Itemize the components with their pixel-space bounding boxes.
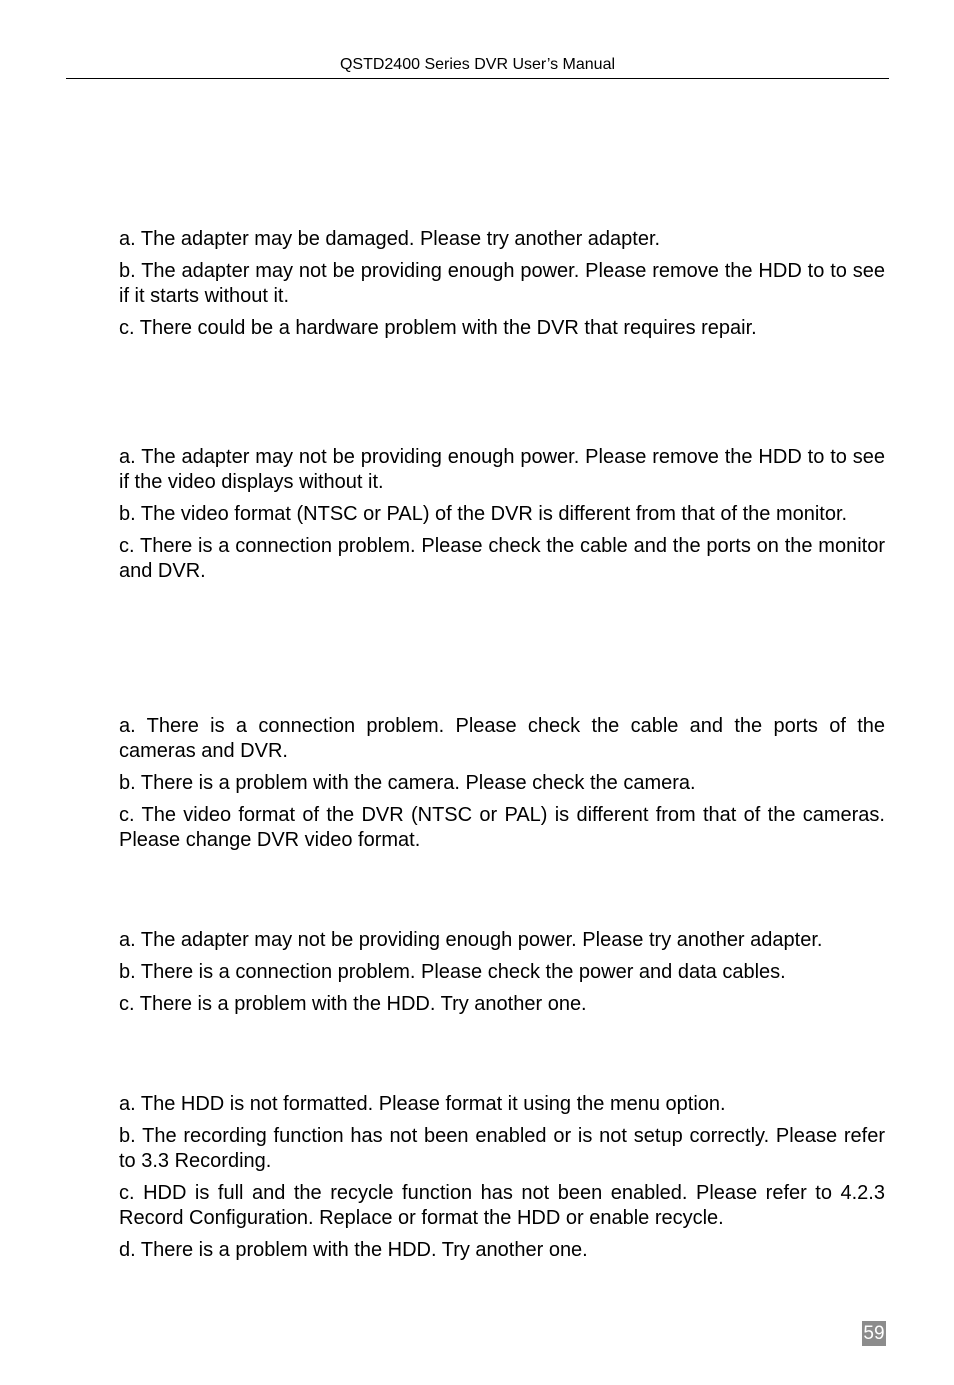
answer-item: d. There is a problem with the HDD. Try another one.	[119, 1239, 588, 1261]
answer-item: a. The adapter may not be providing enough power. Please try another adapter.	[119, 929, 823, 951]
troubleshoot-group-3	[119, 714, 885, 853]
answer-item: a. The adapter may not be providing enough power. Please remove the HDD to to see if the video displays without it.	[119, 446, 885, 493]
answer-item: b. The video format (NTSC or PAL) of the DVR is different from that of the monitor.	[119, 503, 848, 525]
answer-item: b. The recording function has not been enabled or is not setup correctly. Please refer to 3.3 Recording.	[119, 1125, 885, 1172]
troubleshoot-group-2	[119, 445, 885, 584]
answer-item: b. There is a problem with the camera. Please check the camera.	[119, 772, 696, 794]
answer-item: a. There is a connection problem. Please check the cable and the ports of the cameras and DVR.	[119, 715, 885, 762]
answer-item: c. There is a connection problem. Please check the cable and the ports on the monitor and DVR.	[119, 535, 885, 582]
answer-item: c. HDD is full and the recycle function has not been enabled. Please refer to 4.2.3 Record Configuration. Replace or format the HDD or enable recycle.	[119, 1182, 885, 1229]
answer-item: a. The HDD is not formatted. Please format it using the menu option.	[119, 1093, 726, 1115]
page-number: 59	[863, 1323, 885, 1344]
page-header	[66, 54, 889, 79]
troubleshoot-group-5	[119, 1092, 885, 1263]
answer-item: c. There could be a hardware problem with the DVR that requires repair.	[119, 317, 757, 339]
answer-item: b. The adapter may not be providing enough power. Please remove the HDD to to see if it starts without it.	[119, 260, 885, 307]
answer-item: c. The video format of the DVR (NTSC or PAL) is different from that of the cameras. Please change DVR video format.	[119, 804, 885, 851]
troubleshoot-group-4	[119, 928, 885, 1017]
header-title: QSTD2400 Series DVR User’s Manual	[339, 56, 616, 73]
answer-item: a. The adapter may be damaged. Please try another adapter.	[119, 228, 661, 250]
troubleshoot-group-1	[119, 227, 885, 341]
answer-item: c. There is a problem with the HDD. Try another one.	[119, 993, 587, 1015]
answer-item: b. There is a connection problem. Please check the power and data cables.	[119, 961, 786, 983]
